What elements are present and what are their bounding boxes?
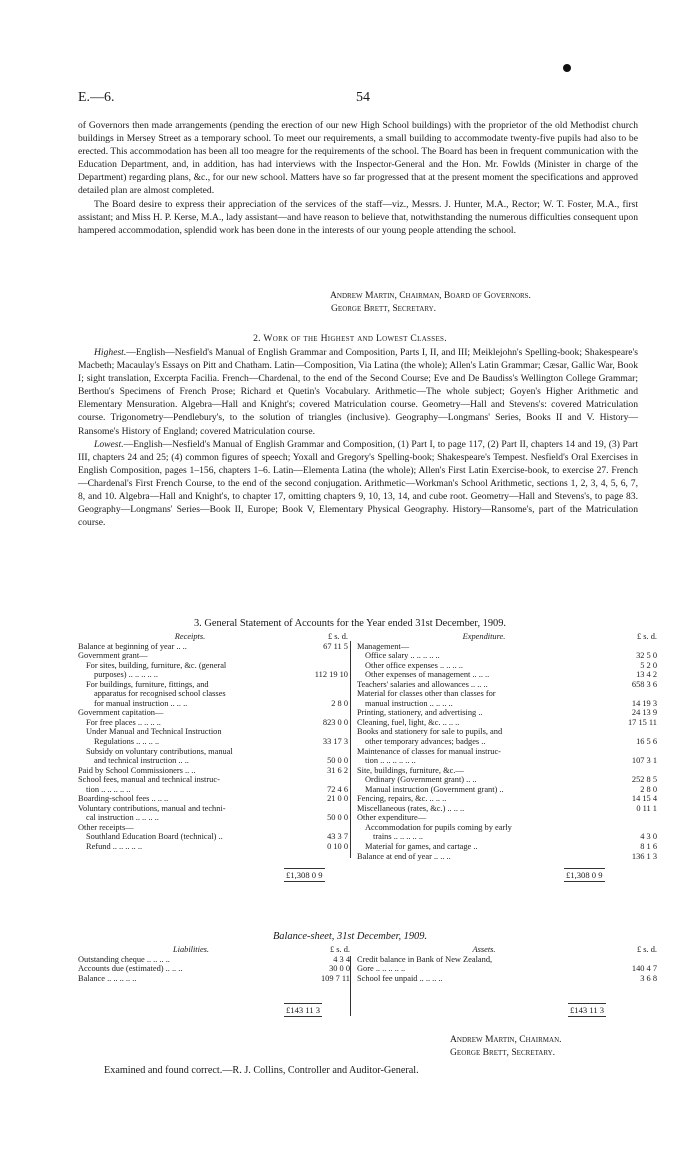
receipt-row-amount: 43 3 7 <box>327 832 348 842</box>
expenditure-row <box>357 756 657 766</box>
liability-row <box>78 964 350 974</box>
receipt-row <box>78 727 348 737</box>
expenditure-row-amount: 32 5 0 <box>636 651 657 661</box>
expenditure-header-row <box>357 632 657 642</box>
document-reference: E.—6. <box>78 90 115 105</box>
expenditure-row-description: Material for games, and cartage .. <box>365 842 478 852</box>
expenditure-row-amount: 136 1 3 <box>631 851 657 861</box>
asset-row-description: Gore .. .. .. .. .. <box>357 964 406 974</box>
expenditure-row-description: Material for classes other than classes for <box>357 689 496 699</box>
receipt-row-description: For free places .. .. .. .. <box>86 717 161 727</box>
receipt-row <box>78 842 348 852</box>
receipts-table <box>78 632 348 852</box>
receipt-row <box>78 775 348 785</box>
expenditure-row <box>357 804 657 814</box>
assets-rows <box>357 955 657 984</box>
paragraph-staff: The Board desire to express their appreciation of the services of the staff—viz., Messrs. J. Hunter, M.A., Rector; W. T. Foster, M.A., first assistant; and Miss H. P. Kerse, M.A., lady assistant—and have reason to believe that, notwithstanding the numerous difficulties consequent upon hampered accommodation, splendid work has been done in the interests of our young people attending the school. <box>78 198 638 236</box>
liabilities-table <box>78 945 350 983</box>
signature-secretary: George Brett, Secretary. <box>331 303 437 314</box>
expenditure-row-description: Printing, stationery, and advertising .. <box>357 708 483 718</box>
expenditure-row-amount: 8 1 6 <box>640 842 657 852</box>
expenditure-row <box>357 651 657 661</box>
receipt-row-description: Subsidy on voluntary contributions, manual <box>86 746 233 756</box>
liability-row-amount: 109 7 11 <box>320 973 350 983</box>
expenditure-row-description: Fencing, repairs, &c. .. .. .. <box>357 794 447 804</box>
highest-label: Highest. <box>94 347 127 358</box>
receipt-row-description: For buildings, furniture, fittings, and <box>86 679 209 689</box>
receipt-row-description: Paid by School Commissioners .. .. <box>78 765 196 775</box>
assets-header-row <box>357 945 657 955</box>
paragraph-governors: of Governors then made arrangements (pending the erection of our new High School buildings) with the proprietor of the old Methodist church buildings in Mersey Street as a temporary school. To meet our requirements, a small building to accommodate twenty-five pupils had also to be erected. This accommodation has been all too meagre for the requirements of the school. The Board has been in frequent communication with the Education Department, and, in addition, has had interviews with the Inspector-General and the Hon. Mr. Fowlds (Minister in charge of the Department) regarding plans, &c., for our new school. Matters have so far progressed that at the present moment the specifications and approved detailed plan are almost completed. <box>78 120 638 197</box>
expenditure-row <box>357 823 657 833</box>
receipt-row <box>78 680 348 690</box>
receipt-row <box>78 804 348 814</box>
receipt-row-description: For sites, building, furniture, &c. (general <box>86 660 227 670</box>
expenditure-row <box>357 813 657 823</box>
expenditure-row <box>357 689 657 699</box>
receipt-row <box>78 794 348 804</box>
section-heading-accounts: 3. General Statement of Accounts for the Year ended 31st December, 1909. <box>193 618 507 629</box>
receipt-row-description: Government capitation— <box>78 708 164 718</box>
expenditure-row-description: Miscellaneous (rates, &c.) .. .. .. <box>357 803 465 813</box>
ink-dot <box>563 64 571 72</box>
expenditure-row <box>357 785 657 795</box>
expenditure-row-description: Books and stationery for sale to pupils, and <box>357 727 503 737</box>
expenditure-row-amount: 14 15 4 <box>631 794 657 804</box>
signature-block-2 <box>450 1033 562 1059</box>
expenditure-row-description: Maintenance of classes for manual instruc- <box>357 746 501 756</box>
expenditure-row <box>357 718 657 728</box>
liabilities-total: £143 11 3 <box>286 1005 321 1015</box>
receipts-total: £1,308 0 9 <box>286 870 323 880</box>
receipt-row-amount: 21 0 0 <box>327 794 348 804</box>
expenditure-row <box>357 699 657 709</box>
expenditure-row-description: Accommodation for pupils coming by early <box>365 822 512 832</box>
expenditure-row-amount: 24 13 9 <box>631 708 657 718</box>
expenditure-row-amount: 107 3 1 <box>631 756 657 766</box>
expenditure-row <box>357 642 657 652</box>
column-divider <box>350 641 351 858</box>
receipts-header-row <box>78 632 348 642</box>
asset-row-amount: 3 6 8 <box>640 973 657 983</box>
receipt-row-description: Regulations .. .. .. .. <box>94 737 160 747</box>
receipt-row-description: Voluntary contributions, manual and techni- <box>78 803 226 813</box>
receipt-row <box>78 766 348 776</box>
signature-chairman: Andrew Martin, Chairman, Board of Governors. <box>330 290 531 301</box>
expenditure-lsd-header: £ s. d. <box>636 632 657 641</box>
receipt-row-description: purposes) .. .. .. .. .. <box>94 670 158 680</box>
liabilities-title: Liabilities. <box>172 945 210 954</box>
receipt-row <box>78 747 348 757</box>
receipt-row-description: Southland Education Board (technical) .. <box>86 832 223 842</box>
asset-row <box>357 974 657 984</box>
liability-row-amount: 4 3 4 <box>333 954 350 964</box>
receipt-row <box>78 670 348 680</box>
receipt-row-description: Balance at beginning of year .. .. <box>78 641 187 651</box>
expenditure-total: £1,308 0 9 <box>566 870 603 880</box>
expenditure-rows <box>357 642 657 862</box>
assets-lsd-header: £ s. d. <box>636 945 657 954</box>
receipt-row-amount: 50 0 0 <box>327 756 348 766</box>
expenditure-row-description: Office salary .. .. .. .. .. <box>365 651 440 661</box>
receipt-row-amount: 823 0 0 <box>322 717 348 727</box>
expenditure-row <box>357 661 657 671</box>
expenditure-row-description: manual instruction .. .. .. .. <box>365 698 453 708</box>
expenditure-row-description: Teachers' salaries and allowances .. .. .. <box>357 679 488 689</box>
expenditure-row-description: Balance at end of year .. .. .. <box>357 851 451 861</box>
receipts-lsd-header: £ s. d. <box>327 632 348 641</box>
receipts-rows <box>78 642 348 852</box>
expenditure-row <box>357 775 657 785</box>
receipt-row-description: apparatus for recognised school classes <box>94 689 226 699</box>
receipt-row <box>78 785 348 795</box>
expenditure-title: Expenditure. <box>462 632 506 641</box>
receipt-row-description: for manual instruction .. .. .. <box>94 698 188 708</box>
expenditure-row-amount: 16 5 6 <box>636 737 657 747</box>
expenditure-row-description: tion .. .. .. .. .. .. <box>365 756 416 766</box>
page-number: 54 <box>356 90 370 105</box>
lowest-text: —English—Nesfield's Manual of English Grammar and Composition, (1) Part I, to page 117, (2) Part II, chapters 14 and 19, (3) Part III, chapters 24 and 25; (4) common figures of speech; Yoxall and Gregory's Spelling-book; Shakespeare's Tempest. Nesfield's Oral Exercises in English Composition, pages 1–156, chapters 1–6. Latin—Elementa Latina (the whole); Allen's First Latin Exercise-book, to exercise 27. French—Chardenal's First French Course, to the end of the second conjugation. Arithmetic—Workman's School Arithmetic, sections 1, 2, 3, 4, 5, 6, 7, 8, and 10. Algebra—Hall and Knight's, to chapter 17, omitting chapters 9, 10, 13, 14, and cube root. Geometry—Hall and Stevens's, to page 83. Geography—Longmans' Series—Book II, Europe; Book V, Elementary Physical Geography. History—Ransome's, part of the Matriculation course. <box>78 438 638 529</box>
expenditure-row-amount: 14 19 3 <box>631 698 657 708</box>
lowest-label: Lowest. <box>94 438 124 450</box>
signature-block-1 <box>330 289 531 315</box>
receipt-row-amount: 31 6 2 <box>327 765 348 775</box>
expenditure-row <box>357 747 657 757</box>
receipt-row-amount: 72 4 6 <box>327 784 348 794</box>
receipt-row <box>78 813 348 823</box>
classes-text <box>78 346 638 529</box>
expenditure-row <box>357 727 657 737</box>
liability-row-amount: 30 0 0 <box>329 964 350 974</box>
expenditure-table <box>357 632 657 861</box>
receipt-row <box>78 832 348 842</box>
expenditure-row <box>357 842 657 852</box>
receipt-row-description: Under Manual and Technical Instruction <box>86 727 222 737</box>
receipt-row <box>78 708 348 718</box>
expenditure-row-description: Ordinary (Government grant) .. .. <box>365 775 477 785</box>
receipt-row <box>78 661 348 671</box>
receipt-row-description: and technical instruction .. .. <box>94 756 189 766</box>
expenditure-row-amount: 4 3 0 <box>640 832 657 842</box>
expenditure-row-amount: 5 2 0 <box>640 660 657 670</box>
expenditure-row <box>357 852 657 862</box>
liabilities-rows <box>78 955 350 984</box>
asset-row <box>357 964 657 974</box>
section-heading-classes: 2. Work of the Highest and Lowest Classes. <box>253 333 447 344</box>
expenditure-row-amount: 17 15 11 <box>627 717 657 727</box>
expenditure-row-amount: 0 11 1 <box>636 803 657 813</box>
receipt-row-description: Government grant— <box>78 651 148 661</box>
receipt-row <box>78 756 348 766</box>
balance-column-divider <box>350 956 351 1016</box>
receipt-row-description: Other receipts— <box>78 822 134 832</box>
receipt-row <box>78 689 348 699</box>
asset-row-amount: 140 4 7 <box>631 964 657 974</box>
receipt-row <box>78 699 348 709</box>
expenditure-row <box>357 737 657 747</box>
liabilities-header-row <box>78 945 350 955</box>
expenditure-row-amount: 13 4 2 <box>636 670 657 680</box>
expenditure-row-amount: 2 8 0 <box>640 784 657 794</box>
expenditure-row-amount: 658 3 6 <box>631 679 657 689</box>
receipt-row-amount: 0 10 0 <box>327 842 348 852</box>
expenditure-row-amount: 252 8 5 <box>631 775 657 785</box>
receipt-row <box>78 651 348 661</box>
expenditure-row <box>357 794 657 804</box>
receipts-title: Receipts. <box>174 632 206 641</box>
receipt-row-amount: 33 17 3 <box>322 737 348 747</box>
signature-secretary-2: George Brett, Secretary. <box>450 1047 556 1058</box>
expenditure-row <box>357 670 657 680</box>
paragraph-highest <box>78 346 638 438</box>
liability-row-description: Accounts due (estimated) .. .. .. <box>78 964 183 974</box>
receipt-row <box>78 823 348 833</box>
expenditure-row-description: other temporary advances; badges .. <box>365 737 486 747</box>
receipt-row-amount: 112 19 10 <box>314 670 348 680</box>
expenditure-row-description: Other expenses of management .. .. .. <box>365 670 490 680</box>
liability-row-description: Outstanding cheque .. .. .. .. <box>78 954 170 964</box>
liability-row-description: Balance .. .. .. .. .. <box>78 973 137 983</box>
asset-row <box>357 955 657 965</box>
receipt-row-description: cal instruction .. .. .. .. <box>86 813 159 823</box>
expenditure-row-description: Cleaning, fuel, light, &c. .. .. .. <box>357 717 460 727</box>
receipt-row <box>78 737 348 747</box>
receipt-row-amount: 50 0 0 <box>327 813 348 823</box>
asset-row-description: School fee unpaid .. .. .. .. <box>357 973 443 983</box>
balance-sheet-heading: Balance-sheet, 31st December, 1909. <box>272 931 428 942</box>
assets-table <box>357 945 657 983</box>
assets-title: Assets. <box>472 945 496 954</box>
liability-row <box>78 955 350 965</box>
highest-text: —English—Nesfield's Manual of English Grammar and Composition, Parts I, II, and III; Meiklejohn's Spelling-book; Shakespeare's Macbeth; Macaulay's Essays on Pitt and Chatham. Latin—Composition, Via Latina (the whole); Allen's Latin Grammar; Cæsar, Gallic War, Book I; sight translation, Excerpta Facilia. French—Chardenal, to the end of the Second Course; Eve and De Baudiss's Wellington College Grammar; Berthou's Specimens of French Prose; Richard et Quetin's Vocabulary. Arithmetic—The whole subject; Goyen's Higher Arithmetic and Elementary Mensuration. Algebra—Hall and Knight's; covered Matriculation course. Geometry—Hall and Stevens's: covered Matriculation course. Trigonometry—Pendlebury's, to the solution of triangles (inclusive). Geography—Longmans' Series, Books II and V. History—Ransome's History of England; covered Matriculation course. <box>78 347 638 437</box>
receipt-row-description: Refund .. .. .. .. .. <box>86 842 143 852</box>
expenditure-row-description: Site, buildings, furniture, &c.— <box>357 765 464 775</box>
expenditure-row-description: Management— <box>357 641 410 651</box>
expenditure-row <box>357 832 657 842</box>
receipt-row-description: School fees, manual and technical instruc- <box>78 775 220 785</box>
expenditure-row-description: Manual instruction (Government grant) .. <box>365 784 504 794</box>
liabilities-lsd-header: £ s. d. <box>329 945 350 954</box>
receipt-row <box>78 642 348 652</box>
signature-chairman-2: Andrew Martin, Chairman. <box>450 1034 562 1045</box>
expenditure-row-description: Other expenditure— <box>357 813 427 823</box>
expenditure-row-description: trains .. .. .. .. .. <box>373 832 424 842</box>
expenditure-row <box>357 680 657 690</box>
auditor-note: Examined and found correct.—R. J. Collins, Controller and Auditor-General. <box>104 1065 419 1076</box>
receipt-row-amount: 2 8 0 <box>331 698 348 708</box>
asset-row-description: Credit balance in Bank of New Zealand, <box>357 954 493 964</box>
intro-text <box>78 119 638 237</box>
receipt-row-description: Boarding-school fees .. .. .. <box>78 794 169 804</box>
expenditure-row-description: Other office expenses .. .. .. .. <box>365 660 463 670</box>
expenditure-row <box>357 766 657 776</box>
expenditure-row <box>357 708 657 718</box>
liability-row <box>78 974 350 984</box>
receipt-row-amount: 67 11 5 <box>323 641 348 651</box>
receipt-row <box>78 718 348 728</box>
receipt-row-description: tion .. .. .. .. .. <box>86 784 131 794</box>
paragraph-lowest <box>78 438 638 530</box>
assets-total: £143 11 3 <box>570 1005 605 1015</box>
